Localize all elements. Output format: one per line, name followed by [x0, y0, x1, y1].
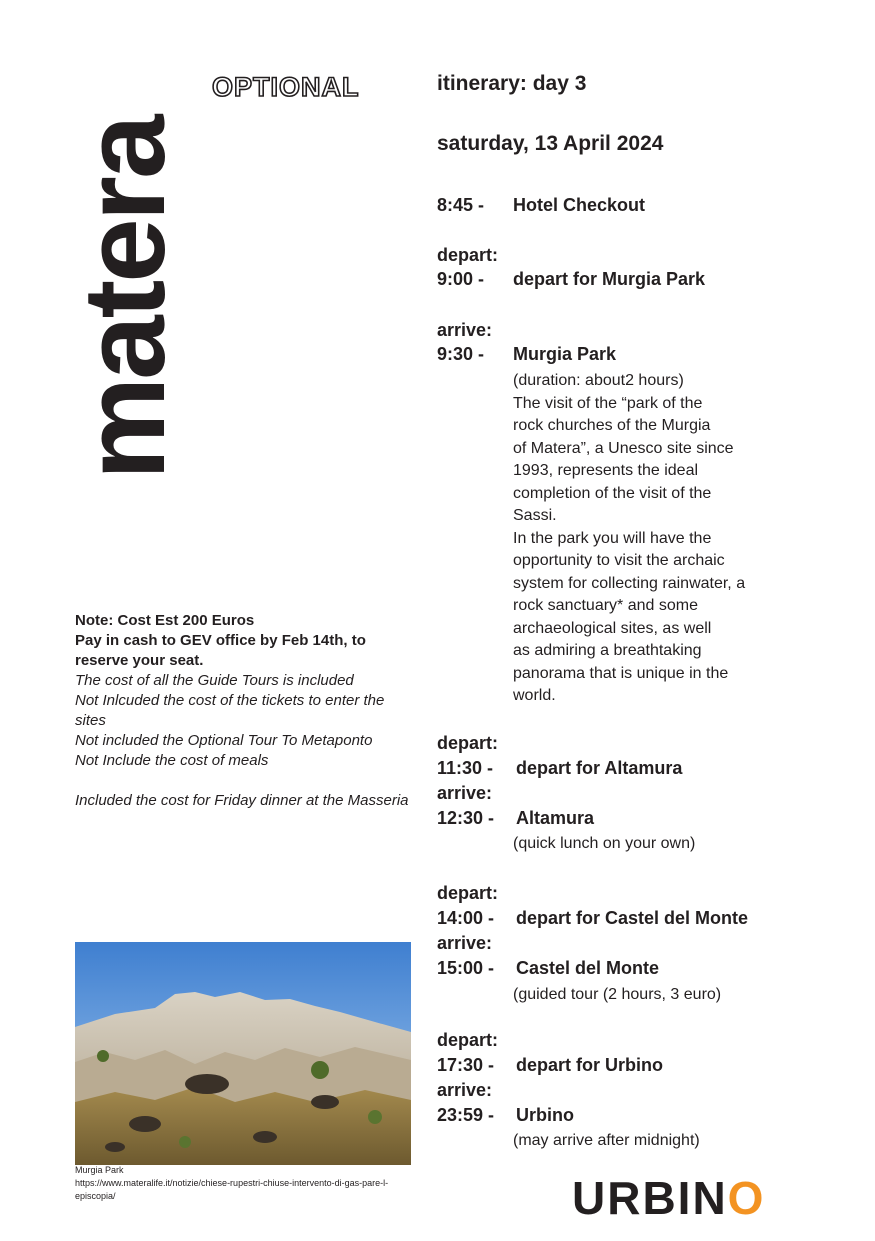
description-line: world. [513, 687, 556, 704]
altamura-note: (quick lunch on your own) [513, 835, 696, 852]
logo-accent-letter: O [727, 1172, 766, 1224]
schedule-row-castel-depart [437, 906, 748, 930]
cost-line: Note: Cost Est 200 Euros [75, 612, 255, 629]
schedule-row-urbino-depart [437, 1053, 663, 1077]
description-line: completion of the visit of the [513, 484, 712, 502]
description-line: (duration: about2 hours) [513, 372, 684, 389]
time: 9:00 - [437, 269, 485, 289]
murgia-description [513, 370, 813, 708]
activity: depart for Altamura [516, 758, 683, 778]
photo-caption [75, 1164, 415, 1203]
side-title: matera [59, 117, 189, 480]
logo-text: URBIN [572, 1172, 728, 1224]
arrive-label: arrive: [437, 933, 493, 953]
schedule-row-murgia-arrive [437, 342, 616, 366]
description-line: panorama that is unique in the [513, 664, 729, 682]
cost-note [75, 611, 415, 811]
dinner-line: Included the cost for Friday dinner at the Masseria [75, 792, 409, 809]
caption-url: https://www.materalife.it/notizie/chiese-rupestri-chiuse-intervento-di-gas-pare-l-episcopia/ [75, 1178, 389, 1201]
schedule-row-altamura-depart [437, 756, 682, 780]
description-line: In the park you will have the [513, 529, 712, 547]
activity: Urbino [516, 1105, 574, 1125]
urbino-logo [572, 1170, 765, 1226]
depart-label: depart: [437, 245, 499, 265]
not-included-line: Not Include the cost of meals [75, 752, 269, 769]
payment-line: Pay in cash to GEV office by Feb 14th, to reserve your seat. [75, 632, 366, 669]
description-line: of Matera”, a Unesco site since [513, 439, 734, 457]
optional-label: OPTIONAL [212, 72, 360, 102]
schedule-row-murgia-depart [437, 267, 705, 291]
time: 12:30 - [437, 808, 495, 828]
depart-label: depart: [437, 883, 499, 903]
time: 23:59 - [437, 1105, 495, 1125]
arrive-label: arrive: [437, 320, 493, 340]
description-line: system for collecting rainwater, a [513, 574, 746, 592]
urbino-note: (may arrive after midnight) [513, 1132, 700, 1149]
schedule-row-altamura-arrive [437, 806, 594, 830]
time: 17:30 - [437, 1055, 495, 1075]
schedule-row-castel-arrive [437, 956, 659, 980]
caption-title: Murgia Park [75, 1165, 124, 1175]
not-included-line: Not included the Optional Tour To Metaponto [75, 732, 373, 749]
time: 9:30 - [437, 344, 485, 364]
depart-label: depart: [437, 1030, 499, 1050]
activity: Altamura [516, 808, 595, 828]
arrive-label: arrive: [437, 1080, 493, 1100]
description-line: rock sanctuary* and some [513, 597, 698, 614]
not-included-line: Not Inlcuded the cost of the tickets to enter the sites [75, 692, 385, 729]
included-line: The cost of all the Guide Tours is included [75, 672, 354, 689]
description-line: The visit of the “park of the [513, 394, 703, 412]
time: 8:45 - [437, 195, 485, 215]
castel-note: (guided tour (2 hours, 3 euro) [513, 986, 722, 1003]
description-line: archaeological sites, as well [513, 619, 712, 637]
itinerary-title: itinerary: day 3 [437, 72, 587, 95]
murgia-park-photo [75, 942, 411, 1165]
time: 14:00 - [437, 908, 495, 928]
description-line: Sassi. [513, 507, 557, 524]
description-line: rock churches of the Murgia [513, 417, 711, 434]
activity: Hotel Checkout [513, 195, 646, 215]
activity: depart for Urbino [516, 1055, 663, 1075]
activity: depart for Castel del Monte [516, 908, 749, 928]
depart-label: depart: [437, 733, 499, 753]
date-heading: saturday, 13 April 2024 [437, 132, 664, 155]
description-line: as admiring a breathtaking [513, 642, 702, 659]
activity: Castel del Monte [516, 958, 660, 978]
time: 11:30 - [437, 758, 494, 778]
time: 15:00 - [437, 958, 495, 978]
schedule-row-checkout [437, 193, 645, 217]
arrive-label: arrive: [437, 783, 493, 803]
description-line: 1993, represents the ideal [513, 462, 699, 479]
schedule-row-urbino-arrive [437, 1103, 574, 1127]
activity: Murgia Park [513, 344, 617, 364]
description-line: opportunity to visit the archaic [513, 552, 725, 569]
activity: depart for Murgia Park [513, 269, 706, 289]
